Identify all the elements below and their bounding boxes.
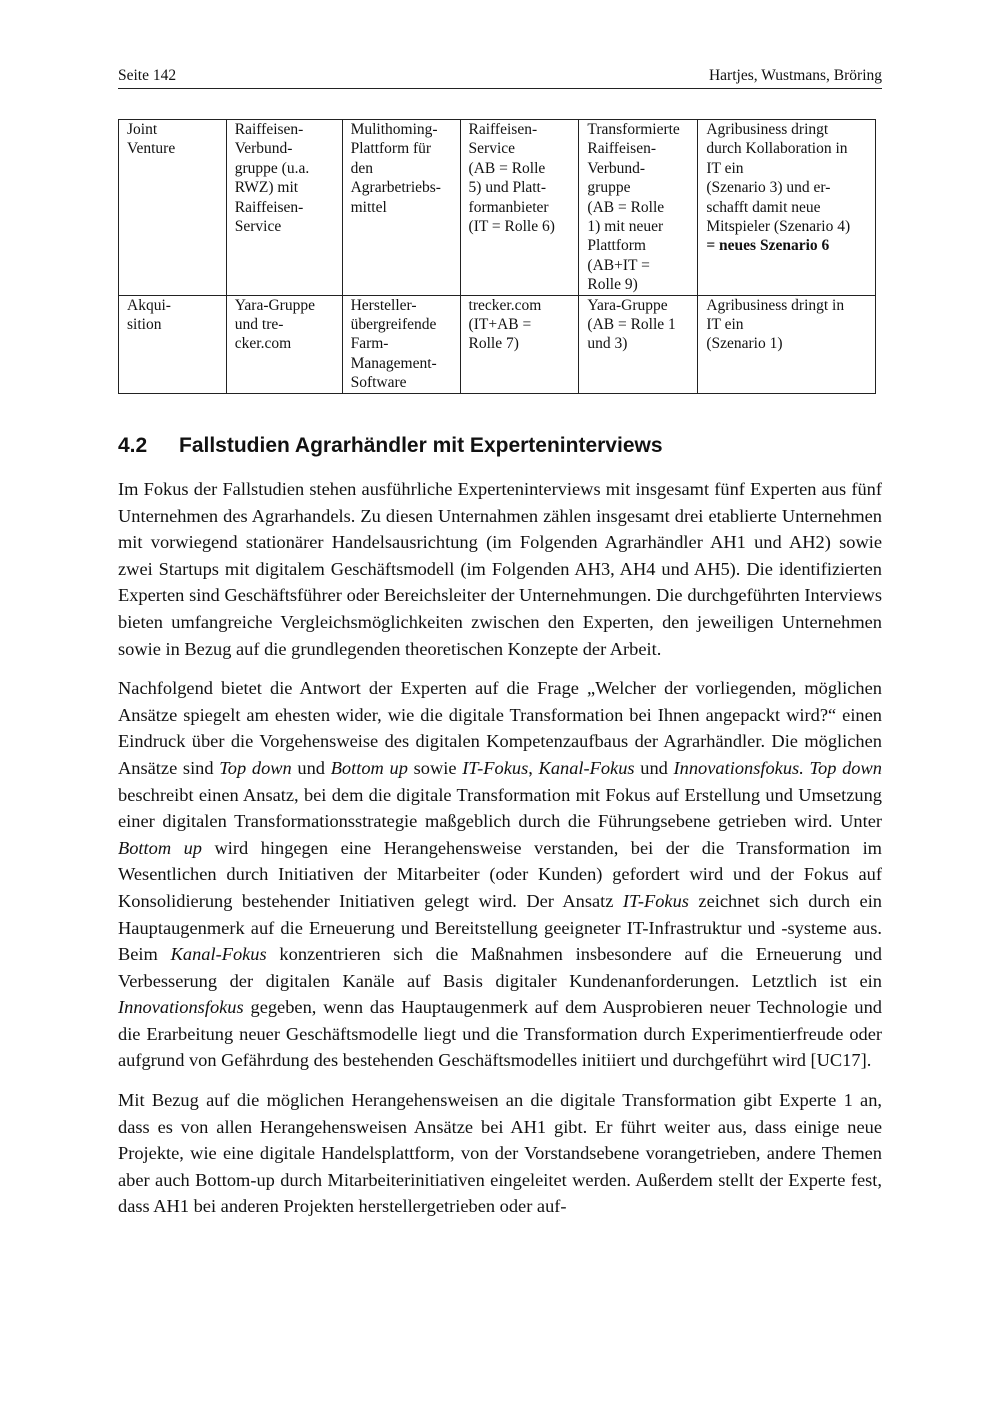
body-text — [118, 476, 882, 1233]
table-cell-actors: Raiffeisen- Verbund- gruppe (u.a. RWZ) mit Raiffeisen- Service — [226, 120, 342, 296]
table-cell-partner: Raiffeisen- Service (AB = Rolle 5) und Platt- formanbieter (IT = Rolle 6) — [460, 120, 579, 296]
paragraph: Im Fokus der Fallstudien stehen ausführliche Experteninterviews mit insgesamt fünf Experten aus fünf Unternehmen des Agrarhandels. Zu diesen Unternahmen zählen insgesamt drei etablierte Unternehmen mit vorwiegend stationärer Handelsausrichtung (im Folgenden Agrarhändler AH1 und AH2) sowie zwei Startups mit digitalem Geschäftsmodell (im Folgenden AH3, AH4 und AH5). Die identifizierten Experten sind Geschäftsführer oder Bereichsleiter der Unternehmungen. Die durchgeführten Interviews bieten umfangreiche Vergleichsmöglichkeiten zwischen den Experten, den jeweiligen Unternehmen sowie in Bezug auf die grundlegenden theoretischen Konzepte der Arbeit. — [118, 479, 882, 659]
table-cell-object: Hersteller- übergreifende Farm- Management- Software — [342, 295, 460, 393]
table-cell-result: Transformierte Raiffeisen- Verbund- gruppe (AB = Rolle 1) mit neuer Plattform (AB+IT = Rolle 9) — [579, 120, 698, 296]
paragraph: Mit Bezug auf die möglichen Herangehensweisen an die digitale Transformation gibt Experte 1 an, dass es von allen Herangehensweisen Ansätze bei AH1 gibt. Er führt weiter aus, dass einige neue Projekte, wie eine digitale Handelsplattform, von der Vorstandsebene vorangetrieben, andere Themen aber auch Bottom-up durch Mitarbeiterinitiativen eingeleitet werden. Außerdem stellt der Experte fest, dass AH1 bei anderen Projekten herstellergetrieben oder auf- — [118, 1090, 882, 1217]
table-cell-object: Mulithoming- Plattform für den Agrarbetriebs- mittel — [342, 120, 460, 296]
section-heading — [118, 433, 663, 459]
scenario-highlight: = neues Szenario 6 — [706, 237, 830, 255]
table-cell-actors: Yara-Gruppe und tre- cker.com — [226, 295, 342, 393]
page-number-label: Seite 142 — [118, 67, 177, 84]
section-title: Fallstudien Agrarhändler mit Experteninterviews — [179, 434, 663, 457]
table-cell-scenario: Agribusiness dringt in IT ein (Szenario 1) — [698, 295, 876, 393]
cooperation-table — [118, 119, 876, 394]
table-row — [119, 295, 876, 393]
table-row — [119, 120, 876, 296]
table-cell-result: Yara-Gruppe (AB = Rolle 1 und 3) — [579, 295, 698, 393]
running-header — [118, 66, 882, 89]
table-cell-form: Akqui- sition — [119, 295, 227, 393]
author-names: Hartjes, Wustmans, Bröring — [708, 67, 882, 84]
section-number: 4.2 — [118, 434, 148, 457]
table-cell-form: Joint Venture — [119, 120, 227, 296]
table-cell-scenario: Agribusiness dringt durch Kollaboration in IT ein (Szenario 3) und er- schafft damit neue Mitspieler (Szenario 4) = neues Szenario 6 — [698, 120, 876, 296]
paragraph: Nachfolgend bietet die Antwort der Experten auf die Frage „Welcher der vorliegenden, möglichen Ansätze spiegelt am ehesten wider, wie die digitale Transformation bei Ihnen angepackt wird?“ einen Eindruck über die Vorgehensweise des digitalen Kompetenzaufbaus der Agrarhändler. Die möglichen Ansätze sind Top down und Bottom up sowie IT-Fokus, Kanal-Fokus und Innovationsfokus. Top down beschreibt einen Ansatz, bei dem die digitale Transformation mit Fokus auf Erstellung und Umsetzung einer digitalen Transformationsstrategie maßgeblich durch die Führungsebene getrieben wird. Unter Bottom up wird hingegen eine Herangehensweise verstanden, bei der die Transformation im Wesentlichen durch Initiativen der Mitarbeiter (oder Kunden) gefordert wird und der Fokus auf Konsolidierung bestehender Initiativen gelegt wird. Der Ansatz IT-Fokus zeichnet sich durch ein Hauptaugenmerk auf die Erneuerung und Bereitstellung geeigneter IT-Infrastruktur und -systeme aus. Beim Kanal-Fokus konzentrieren sich die Maßnahmen insbesondere auf die Erneuerung und Verbesserung der digitalen Kanäle auf Basis digitaler Kundenanforderungen. Letztlich ist ein Innovationsfokus gegeben, wenn das Hauptaugenmerk auf dem Ausprobieren neuer Technologie und die Erarbeitung neuer Geschäftsmodelle liegt und die Transformation durch Experimentierfreude oder aufgrund von Gefährdung des bestehenden Geschäftsmodelles initiiert und durchgeführt wird [UC17]. — [118, 678, 883, 1071]
table-cell-partner: trecker.com (IT+AB = Rolle 7) — [460, 295, 579, 393]
